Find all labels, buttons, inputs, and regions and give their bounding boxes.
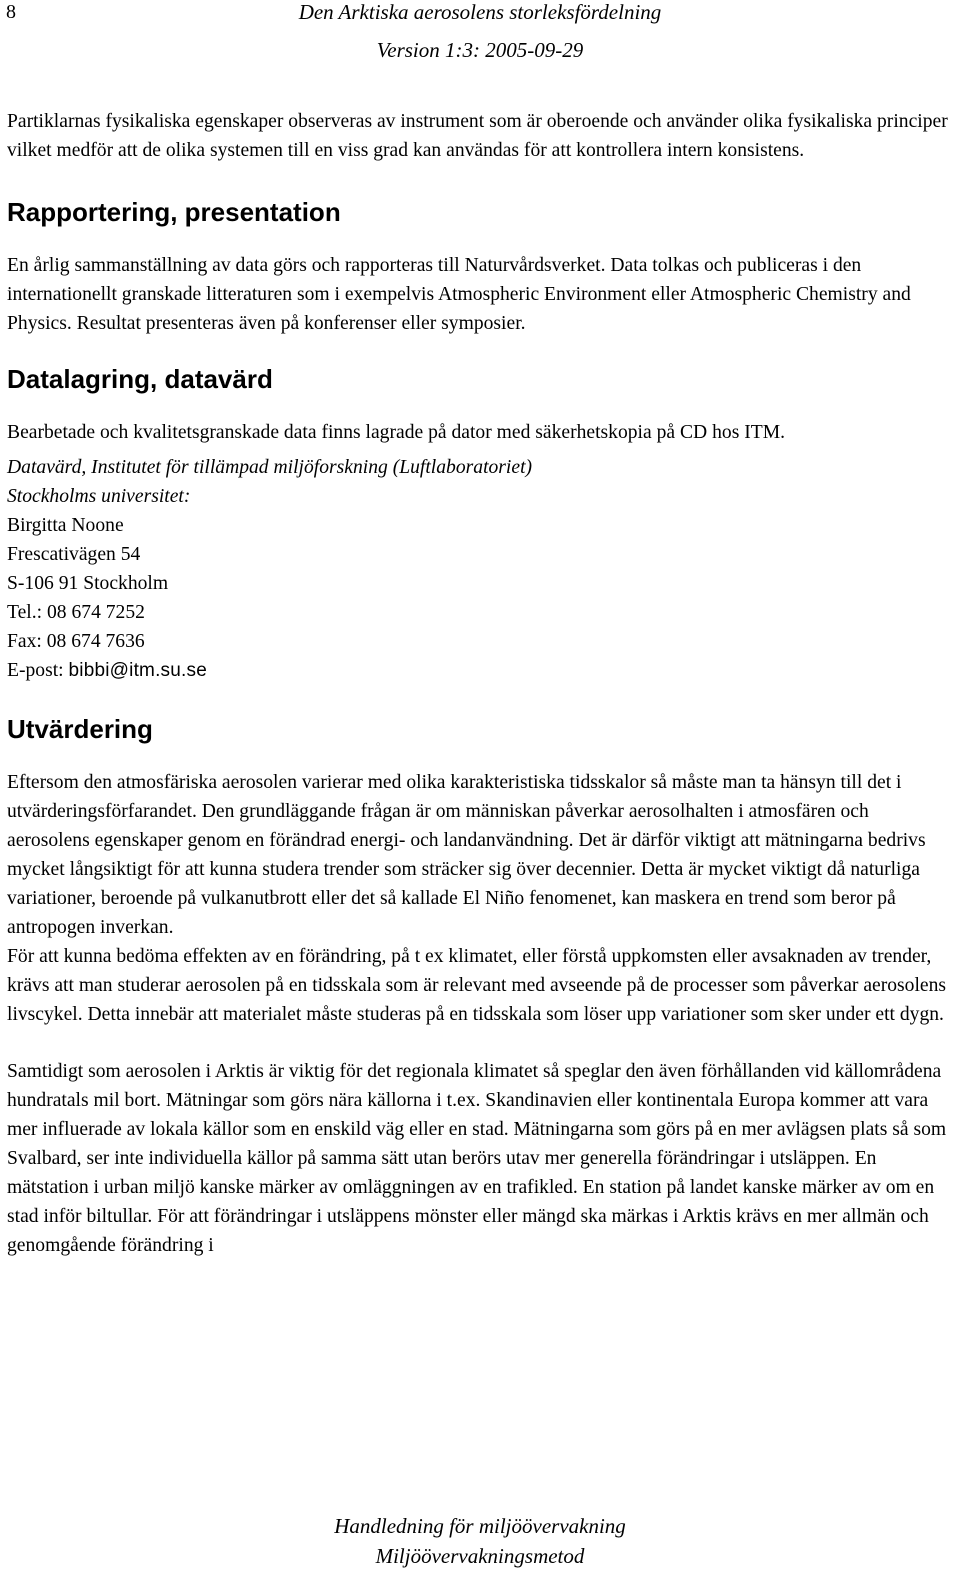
document-body: [7, 107, 952, 1260]
heading-evaluation: Utvärdering: [7, 714, 153, 744]
heading-data-storage: Datalagring, datavärd: [7, 364, 273, 394]
contact-block: [7, 453, 952, 685]
heading-reporting: Rapportering, presentation: [7, 197, 341, 227]
storage-paragraph: Bearbetade och kvalitetsgranskade data finns lagrade på dator med säkerhetskopia på CD hos ITM.: [7, 422, 786, 443]
evaluation-paragraph-2: För att kunna bedöma effekten av en förändring, på t ex klimatet, eller förstå uppkomsten eller avsaknaden av trender, krävs att man studerar aerosolen på en tidsskala som är relevant med avseende på de processer som påverkar aerosolens livscykel. Detta innebär att materialet måste studeras på en tidsskala som löser upp variationer som sker under ett dygn.: [7, 946, 947, 1025]
contact-city: S-106 91 Stockholm: [7, 573, 169, 594]
reporting-paragraph: En årlig sammanställning av data görs och rapporteras till Naturvårdsverket. Data tolkas och publiceras i den internationellt granskade litteraturen som i exempelvis Atmospheric Environment eller Atmospheric Chemistry and Physics. Resultat presenteras även på konferenser eller symposier.: [7, 255, 911, 334]
running-header-version: Version 1:3: 2005-09-29: [376, 38, 584, 62]
page-number: 8: [6, 1, 16, 23]
running-header-title: Den Arktiska aerosolens storleksfördelning: [298, 0, 662, 24]
email-label: E-post:: [7, 660, 64, 681]
evaluation-paragraph-1: Eftersom den atmosfäriska aerosolen varierar med olika karakteristiska tidsskalor så måste man ta hänsyn till det i utvärderingsförfarandet. Den grundläggande frågan är om människan påverkar aerosolhalten i atmosfären och aerosolens egenskaper genom en förändrad energi- och landanvändning. Det är därför viktigt att mätningarna bedrivs mycket långsiktigt för att kunna studera trender som sträcker sig över decennier. Detta är mycket viktigt då naturliga variationer, beroende på vulkanutbrott eller det så kallade El Niño fenomenet, kan maskera en trend som beror på antropogen inverkan.: [7, 772, 926, 938]
contact-university: Stockholms universitet:: [7, 486, 191, 507]
footer-line-2: Miljöövervakningsmetod: [375, 1544, 585, 1568]
contact-email-line: [7, 656, 952, 685]
intro-paragraph: Partiklarnas fysikaliska egenskaper observeras av instrument som är oberoende och använder olika fysikaliska principer vilket medför att de olika systemen till en viss grad kan användas för att kontrollera intern konsistens.: [7, 111, 948, 161]
contact-tel: Tel.: 08 674 7252: [7, 602, 145, 623]
evaluation-paragraph-3: Samtidigt som aerosolen i Arktis är viktig för det regionala klimatet så speglar den även förhållanden vid källområdena hundratals mil bort. Mätningar som görs nära källorna i t.ex. Skandinavien eller kontinentala Europa kommer att vara mer influerade av lokala källor som en enskild väg eller en stad. Mätningarna som görs på en mer avlägsen plats så som Svalbard, ser inte individuella källor på samma sätt utan berörs utav mer generella förändringar i utsläppen. En mätstation i urban miljö kanske märker av omläggningen av en trafikled. En station på landet kanske märker av om en stad inför biltullar. För att förändringar i utsläppens mönster eller mängd ska märkas i Arktis krävs en mer allmän och genomgående förändring i: [7, 1061, 947, 1256]
contact-host: Datavärd, Institutet för tillämpad miljöforskning (Luftlaboratoriet): [7, 457, 533, 478]
contact-street: Frescativägen 54: [7, 544, 141, 565]
footer-line-1: Handledning för miljöövervakning: [334, 1514, 626, 1538]
contact-fax: Fax: 08 674 7636: [7, 631, 145, 652]
contact-name: Birgitta Noone: [7, 515, 124, 536]
email-address[interactable]: bibbi@itm.su.se: [68, 660, 207, 681]
